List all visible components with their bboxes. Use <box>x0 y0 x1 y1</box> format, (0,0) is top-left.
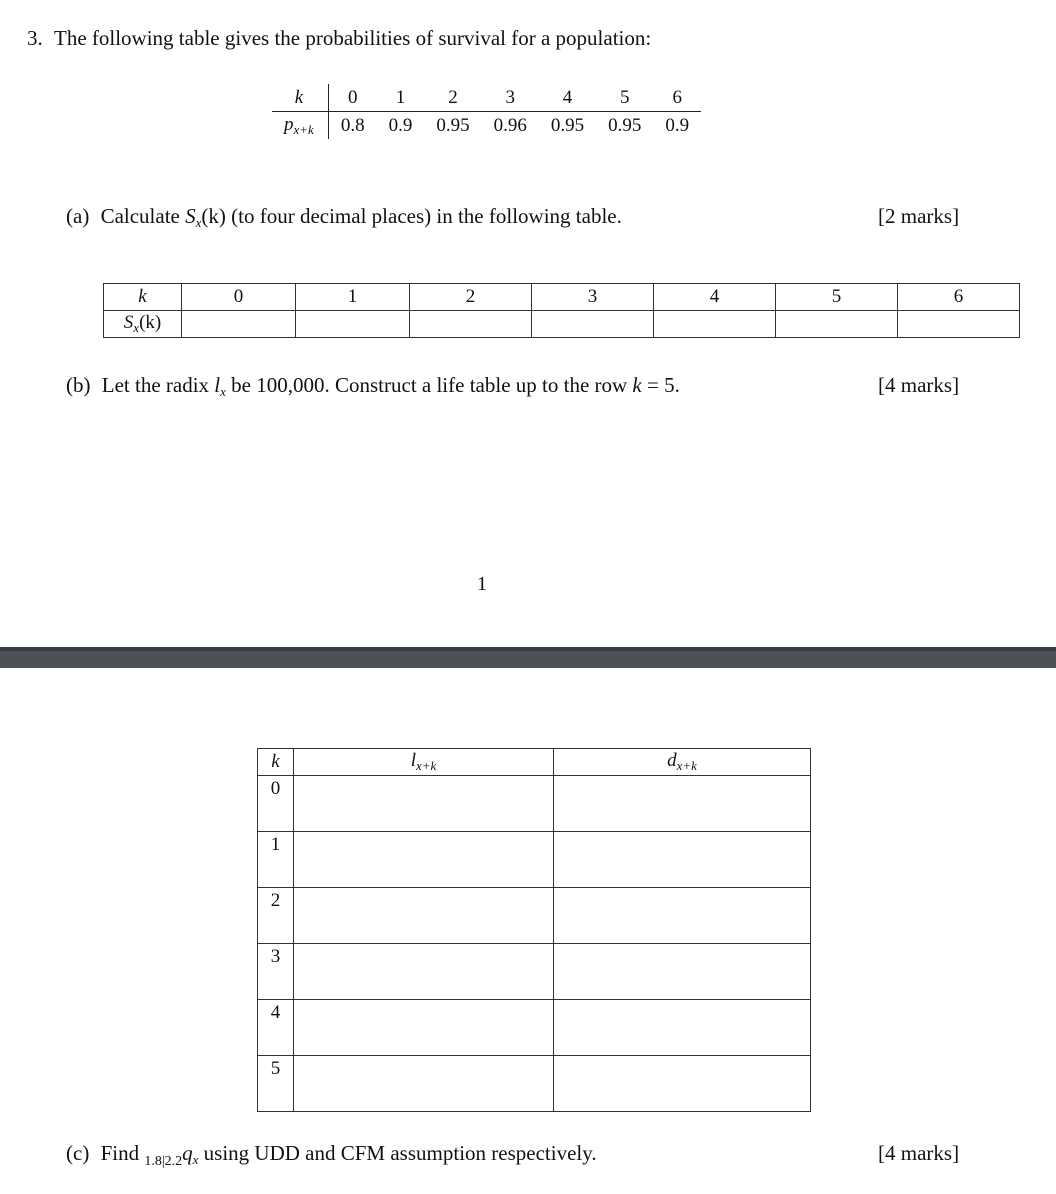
page-number: 1 <box>477 573 487 595</box>
life-table-k-value: 4 <box>258 1000 294 1056</box>
sk-k-value: 3 <box>532 284 654 311</box>
life-table-k-header: k <box>258 749 294 776</box>
part-c-text: (c) Find $_{1.8|2.2}q_x$ using UDD and CFM assumption respectively. <box>66 1141 597 1169</box>
prob-k-value: 2 <box>424 84 481 112</box>
life-table-l-cell[interactable] <box>294 776 554 832</box>
prob-p-value: 0.95 <box>436 114 470 136</box>
part-b-label: (b) <box>66 373 91 397</box>
life-table-row <box>258 832 811 888</box>
sk-k-value: 1 <box>296 284 410 311</box>
life-table-l-header: $l_{x+k}$ <box>294 749 554 776</box>
life-table-header-row <box>258 749 811 776</box>
sk-table-value-row <box>104 311 1020 338</box>
prob-p-value: 0.96 <box>493 114 527 136</box>
sk-table-s-label: $S_x(k)$ <box>104 311 182 338</box>
sk-answer-cell[interactable] <box>410 311 532 338</box>
part-b-marks: [4 marks] <box>878 373 960 397</box>
part-c-q-prefix: 1.8|2.2 <box>144 1154 183 1169</box>
life-table-row <box>258 888 811 944</box>
sk-k-value: 4 <box>654 284 776 311</box>
life-table-d-header: $d_{x+k}$ <box>554 749 811 776</box>
part-b-text: (b) Let the radix $l_x$ be 100,000. Construct a life table up to the row k = 5. <box>66 373 680 399</box>
part-a-marks: [2 marks] <box>878 204 960 228</box>
life-table-l-cell[interactable] <box>294 1056 554 1112</box>
part-a-text: (a) Calculate $S_x(k)$ (to four decimal places) in the following table. <box>66 204 622 230</box>
prob-k-value: 3 <box>482 84 539 112</box>
part-c-label: (c) <box>66 1141 90 1165</box>
prob-p-value: 0.9 <box>388 114 413 136</box>
life-table-d-cell[interactable] <box>554 1000 811 1056</box>
sk-table-header-row <box>104 284 1020 311</box>
life-table-row <box>258 776 811 832</box>
life-table-row <box>258 944 811 1000</box>
sk-k-value: 0 <box>182 284 296 311</box>
sk-answer-cell[interactable] <box>898 311 1020 338</box>
prob-k-value: 6 <box>653 84 701 112</box>
life-table-k-value: 0 <box>258 776 294 832</box>
question-intro-text: The following table gives the probabilities of survival for a population: <box>54 26 652 50</box>
survival-probability-table <box>272 84 701 139</box>
life-table-l-cell[interactable] <box>294 1000 554 1056</box>
prob-k-value: 5 <box>596 84 653 112</box>
prob-table-p-label: $p_{x+k}$ <box>272 112 328 140</box>
sk-answer-cell[interactable] <box>532 311 654 338</box>
life-table-k-value: 5 <box>258 1056 294 1112</box>
life-table-d-cell[interactable] <box>554 776 811 832</box>
life-table-d-cell[interactable] <box>554 944 811 1000</box>
prob-table-k-row <box>272 84 701 112</box>
prob-k-value: 1 <box>377 84 425 112</box>
prob-table-k-label: k <box>272 84 328 112</box>
prob-p-value: 0.95 <box>550 114 585 136</box>
prob-p-value: 0.95 <box>608 114 642 136</box>
prob-k-value: 4 <box>539 84 596 112</box>
sk-answer-table <box>103 283 1020 338</box>
sk-k-value: 2 <box>410 284 532 311</box>
sk-answer-cell[interactable] <box>654 311 776 338</box>
life-table-d-cell[interactable] <box>554 832 811 888</box>
life-table-row <box>258 1000 811 1056</box>
life-table-l-cell[interactable] <box>294 888 554 944</box>
life-table-k-value: 2 <box>258 888 294 944</box>
question-intro <box>27 26 651 51</box>
part-a-label: (a) <box>66 204 90 228</box>
page-divider-shadow <box>0 647 1056 651</box>
life-table-l-cell[interactable] <box>294 832 554 888</box>
sk-k-value: 5 <box>776 284 898 311</box>
prob-k-value: 0 <box>328 84 376 112</box>
prob-p-value: 0.8 <box>340 114 365 136</box>
sk-answer-cell[interactable] <box>776 311 898 338</box>
sk-table-k-label: k <box>104 284 182 311</box>
sk-answer-cell[interactable] <box>296 311 410 338</box>
question-number: 3. <box>27 26 43 50</box>
prob-table-p-row <box>272 112 701 140</box>
life-table <box>257 748 811 1112</box>
sk-answer-cell[interactable] <box>182 311 296 338</box>
life-table-d-cell[interactable] <box>554 888 811 944</box>
life-table-k-value: 3 <box>258 944 294 1000</box>
prob-p-value: 0.9 <box>665 114 690 136</box>
life-table-row <box>258 1056 811 1112</box>
life-table-l-cell[interactable] <box>294 944 554 1000</box>
sk-k-value: 6 <box>898 284 1020 311</box>
part-c-marks: [4 marks] <box>878 1141 960 1165</box>
life-table-k-value: 1 <box>258 832 294 888</box>
life-table-d-cell[interactable] <box>554 1056 811 1112</box>
